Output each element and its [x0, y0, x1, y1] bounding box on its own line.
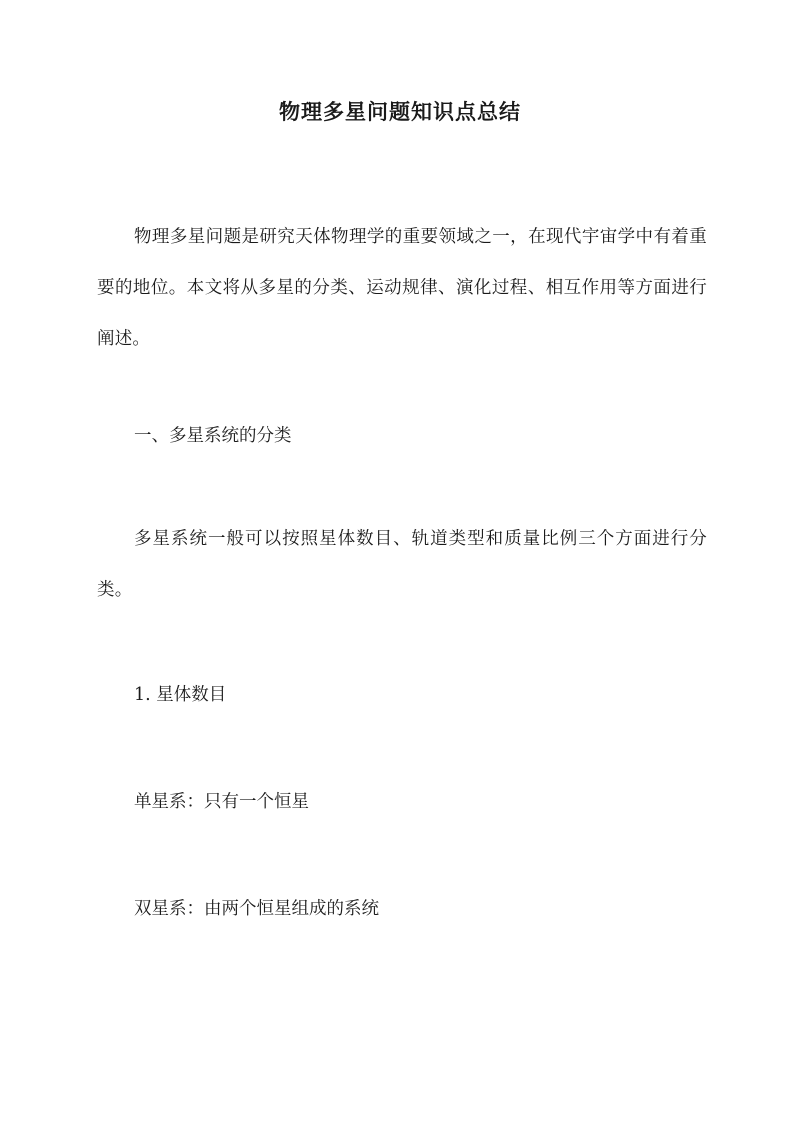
subsection-heading: 1. 星体数目: [134, 685, 227, 705]
section-paragraph: 多星系统一般可以按照星体数目、轨道类型和质量比例三个方面进行分类。: [97, 529, 707, 600]
list-item-binary-star: 双星系：由两个恒星组成的系统: [134, 899, 379, 919]
intro-paragraph: 物理多星问题是研究天体物理学的重要领域之一，在现代宇宙学中有着重要的地位。本文将从多星的分类、运动规律、演化过程、相互作用等方面进行阐述。: [97, 227, 707, 349]
section-heading: 一、多星系统的分类: [134, 426, 292, 446]
list-item-single-star: 单星系：只有一个恒星: [134, 792, 309, 812]
document-title: 物理多星问题知识点总结: [279, 99, 521, 124]
